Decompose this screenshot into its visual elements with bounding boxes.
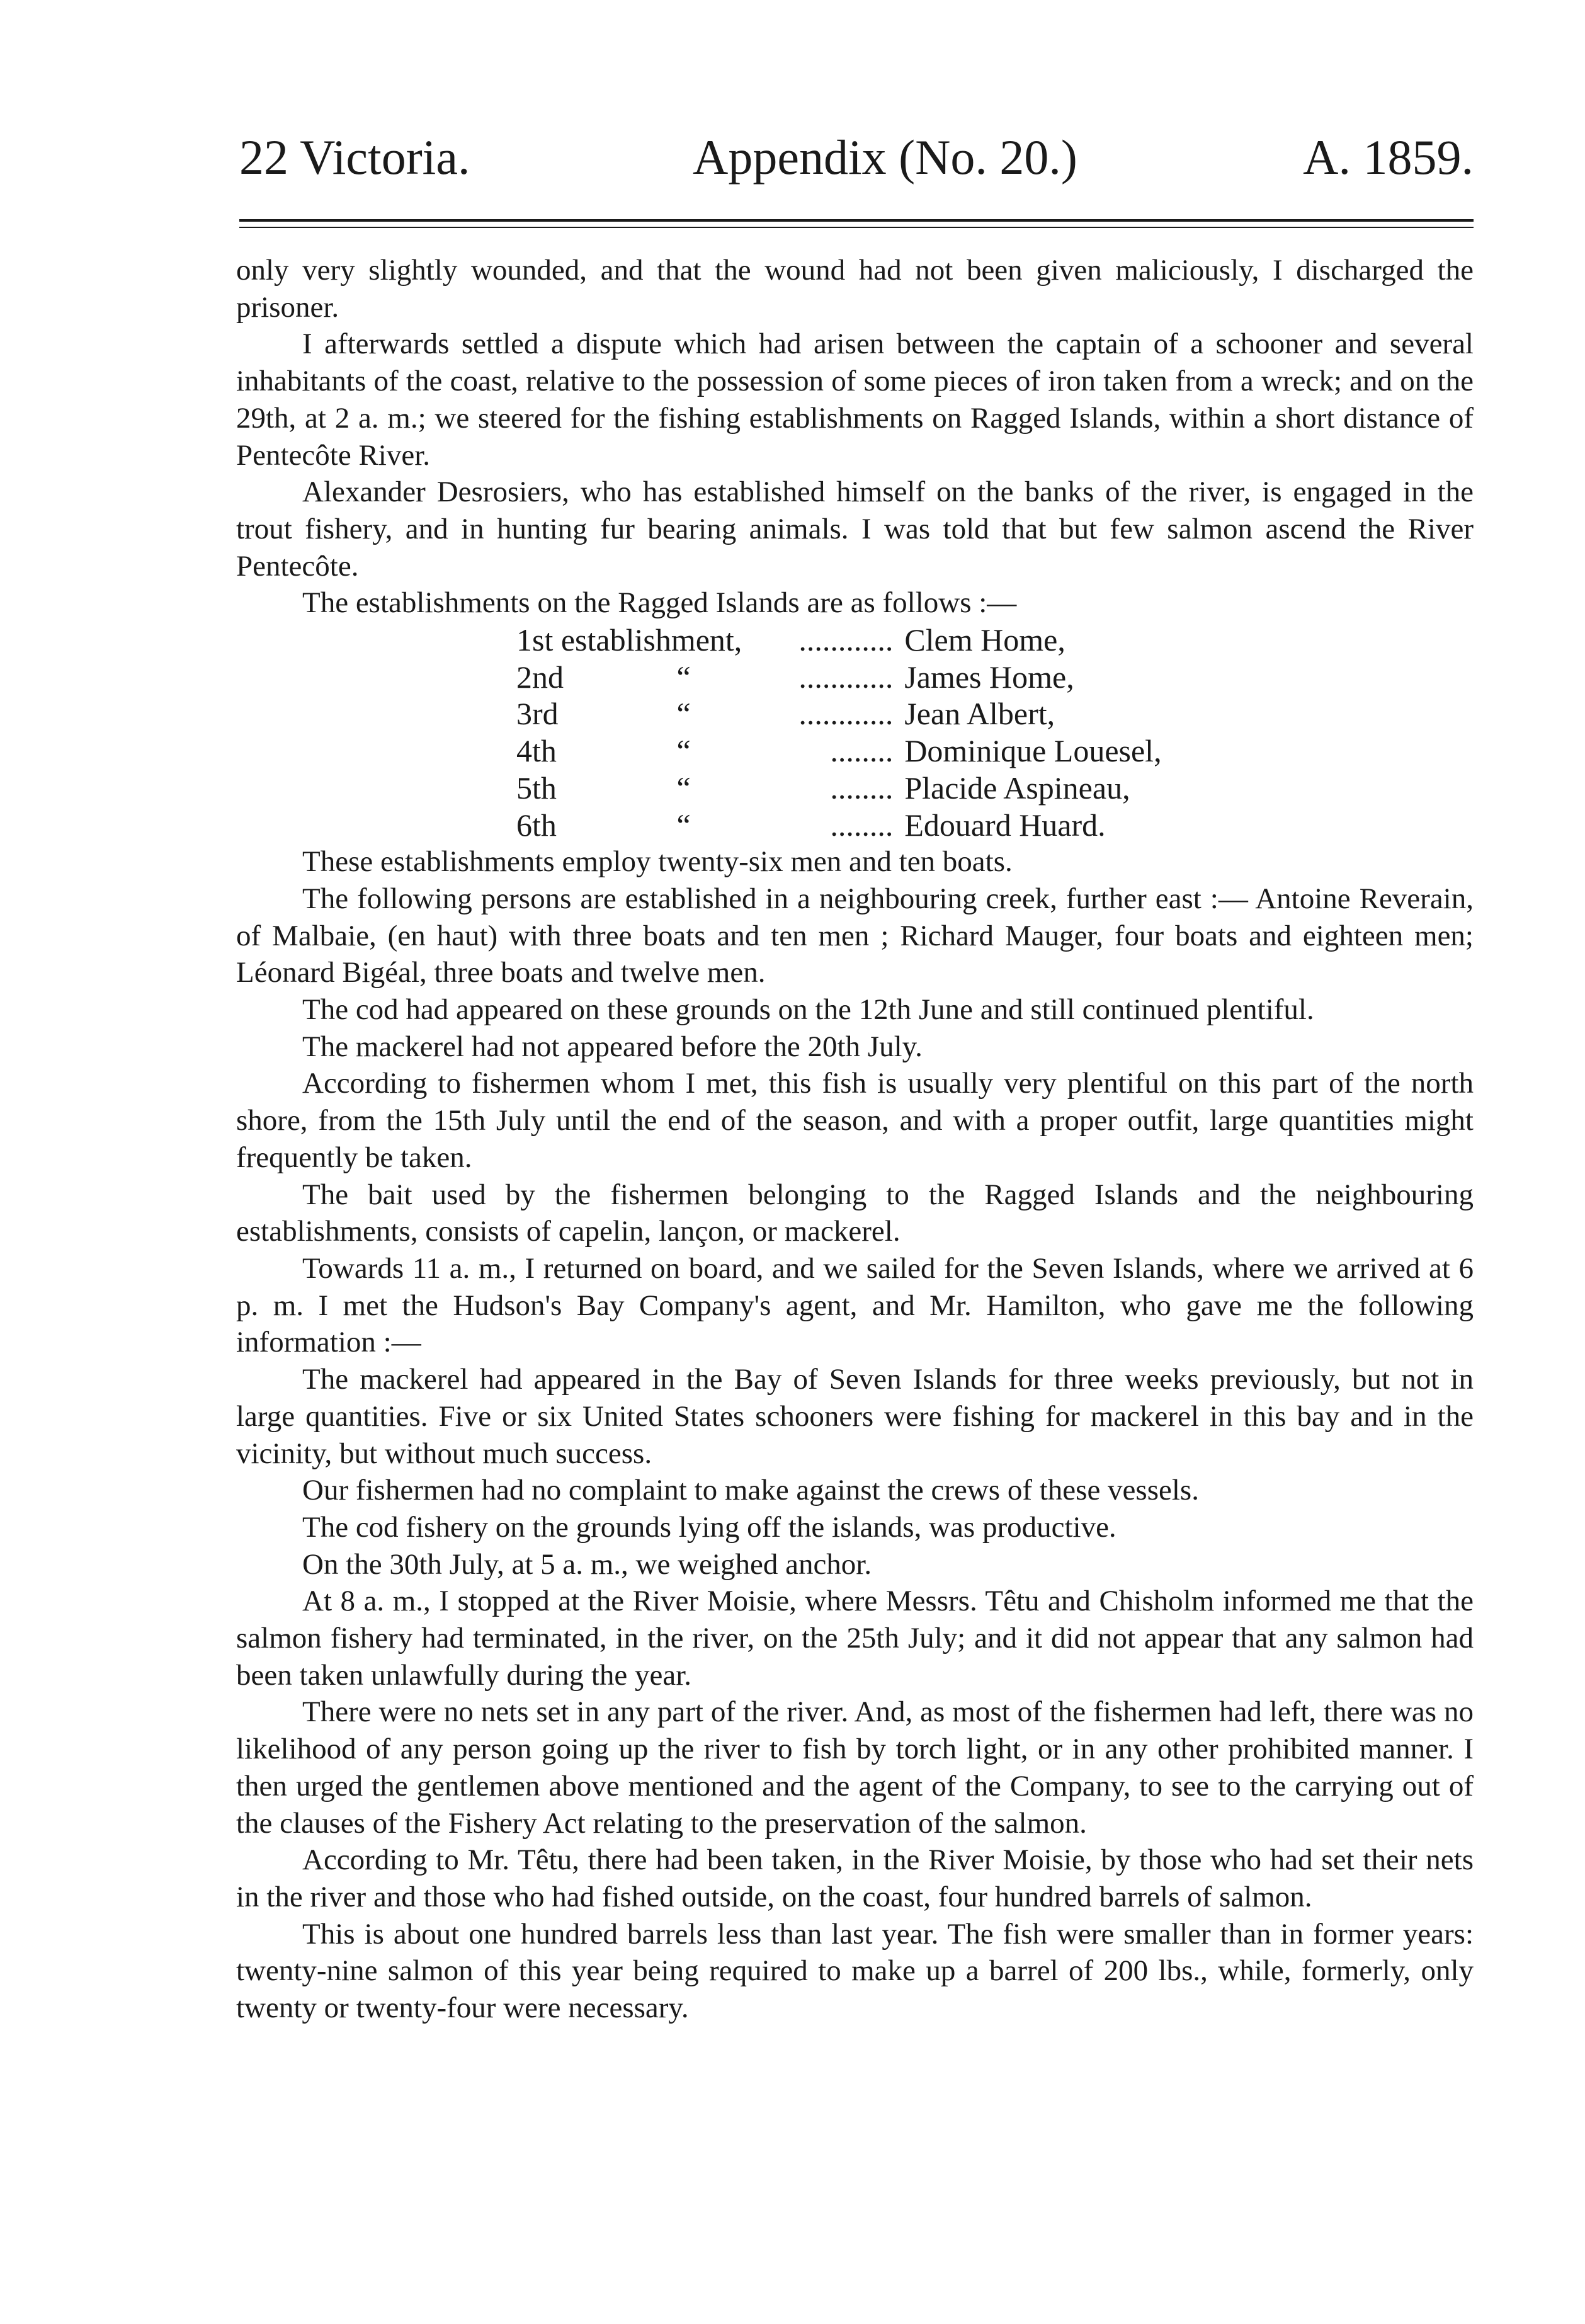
establishment-owner: Jean Albert, xyxy=(904,696,1055,732)
establishment-owner: Edouard Huard. xyxy=(904,807,1106,843)
paragraph: The cod had appeared on these grounds on the 12th June and still continued plentiful. xyxy=(302,993,1314,1027)
paragraph: The mackerel had not appeared before the 20th July. xyxy=(302,1030,923,1063)
establishment-ordinal: 3rd xyxy=(516,696,559,732)
page-body xyxy=(236,252,1474,2027)
leader-dots: ........ xyxy=(830,770,894,806)
establishment-row xyxy=(516,622,1162,659)
establishment-ordinal: 2nd xyxy=(516,659,564,695)
leader-dots: ............ xyxy=(798,622,894,658)
paragraphs-after-table xyxy=(236,843,1474,2027)
establishment-row xyxy=(516,659,1162,696)
establishment-owner: Dominique Louesel, xyxy=(904,733,1162,769)
leader-dots: ............ xyxy=(798,659,894,695)
establishment-ordinal: 6th xyxy=(516,807,557,843)
page-header xyxy=(239,129,1474,198)
header-appendix: Appendix (No. 20.) xyxy=(693,130,1077,185)
leader-dots: ........ xyxy=(830,733,894,769)
ditto-mark: “ xyxy=(676,696,691,732)
ditto-mark: “ xyxy=(676,659,691,695)
paragraph: This is about one hundred barrels less than last year. The fish were smaller than in former years: twenty-nine salmon of this year being required to make up a barrel of 200 lbs., while, formerly, only twenty or twenty-four were necessary. xyxy=(236,1917,1474,2025)
header-rule-thin xyxy=(239,227,1474,228)
header-rule-thick xyxy=(239,219,1474,222)
paragraph: Alexander Desrosiers, who has established himself on the banks of the river, is engaged in the trout fishery, and in hunting fur bearing animals. I was told that but few salmon ascend the River Pentecôte. xyxy=(236,476,1474,583)
paragraph: At 8 a. m., I stopped at the River Moisie, where Messrs. Têtu and Chisholm informed me that the salmon fishery had terminated, in the river, on the 25th July; and it did not appear that any salmon had been taken unlawfully during the year. xyxy=(236,1585,1474,1692)
paragraph: only very slightly wounded, and that the wound had not been given maliciously, I discharged the prisoner. xyxy=(236,254,1474,324)
paragraph: According to Mr. Têtu, there had been taken, in the River Moisie, by those who had set their nets in the river and those who had fished outside, on the coast, four hundred barrels of salmon. xyxy=(236,1843,1474,1913)
paragraph: The following persons are established in a neighbouring creek, further east :— Antoine Reverain, of Malbaie, (en haut) with three boats and ten men ; Richard Mauger, four boats and eighteen men; Léonard Bigéal, three boats and twelve men. xyxy=(236,882,1474,989)
paragraph: These establishments employ twenty-six men and ten boats. xyxy=(302,845,1013,879)
ditto-mark: “ xyxy=(676,733,691,769)
paragraph: Towards 11 a. m., I returned on board, and we sailed for the Seven Islands, where we arrived at 6 p. m. I met the Hudson's Bay Company's agent, and Mr. Hamilton, who gave me the following information :— xyxy=(236,1251,1474,1359)
establishment-owner: Clem Home, xyxy=(904,622,1065,658)
ditto-mark: “ xyxy=(676,770,691,806)
establishment-ordinal: 1st establishment, xyxy=(516,622,742,658)
ditto-mark: “ xyxy=(676,807,691,843)
establishment-row xyxy=(516,695,1162,732)
paragraph: The bait used by the fishermen belonging to the Ragged Islands and the neighbouring establishments, consists of capelin, lançon, or mackerel. xyxy=(236,1178,1474,1248)
establishment-owner: James Home, xyxy=(904,659,1074,695)
establishments-table xyxy=(516,622,1162,843)
establishment-ordinal: 4th xyxy=(516,733,557,769)
paragraph: The establishments on the Ragged Islands are as follows :— xyxy=(302,586,1017,620)
header-session: 22 Victoria. xyxy=(239,130,470,185)
leader-dots: ........ xyxy=(830,807,894,843)
paragraph: There were no nets set in any part of the river. And, as most of the fishermen had left, there was no likelihood of any person going up the river to fish by torch light, or in any other prohibited manner. I then urged the gentlemen above mentioned and the agent of the Company, to see to the carrying out of the clauses of the Fishery Act relating to the preservation of the salmon. xyxy=(236,1695,1474,1840)
establishment-row xyxy=(516,732,1162,770)
establishment-owner: Placide Aspineau, xyxy=(904,770,1130,806)
header-year: A. 1859. xyxy=(1303,130,1474,185)
establishment-row xyxy=(516,807,1162,844)
leader-dots: ............ xyxy=(798,696,894,732)
paragraph: Our fishermen had no complaint to make against the crews of these vessels. xyxy=(302,1474,1199,1507)
establishment-ordinal: 5th xyxy=(516,770,557,806)
paragraph: The cod fishery on the grounds lying off the islands, was productive. xyxy=(302,1510,1116,1544)
establishment-row xyxy=(516,770,1162,807)
paragraph: On the 30th July, at 5 a. m., we weighed anchor. xyxy=(302,1547,872,1581)
paragraph: The mackerel had appeared in the Bay of Seven Islands for three weeks previously, but not in large quantities. Five or six United States schooners were fishing for mackerel in this bay and in the vicinity, but without much success. xyxy=(236,1363,1474,1470)
paragraph: I afterwards settled a dispute which had arisen between the captain of a schooner and several inhabitants of the coast, relative to the possession of some pieces of iron taken from a wreck; and on the 29th, at 2 a. m.; we steered for the fishing establishments on Ragged Islands, within a short distance of Pentecôte River. xyxy=(236,328,1474,472)
paragraph: According to fishermen whom I met, this fish is usually very plentiful on this part of the north shore, from the 15th July until the end of the season, and with a proper outfit, large quantities might frequently be taken. xyxy=(236,1067,1474,1174)
paragraphs-before-table xyxy=(236,252,1474,622)
